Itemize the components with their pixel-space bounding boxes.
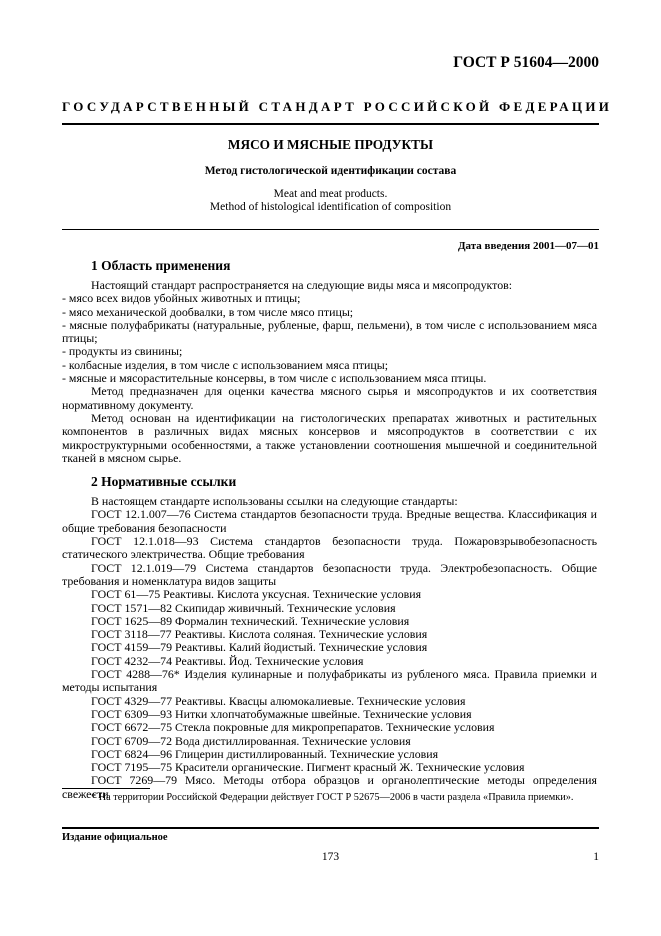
section-2-intro: В настоящем стандарте использованы ссылки на следующие стандарты: bbox=[91, 494, 458, 509]
reference-item: ГОСТ 7269—79 Мясо. Методы отбора образцов и органолептические методы определения свежести bbox=[62, 773, 597, 801]
section-1-list-item: - мясные и мясорастительные консервы, в том числе с использованием мяса птицы. bbox=[62, 371, 487, 386]
reference-item: ГОСТ 6672—75 Стекла покровные для микропрепаратов. Технические условия bbox=[91, 720, 495, 735]
document-subtitle: Метод гистологической идентификации состава bbox=[204, 165, 457, 177]
reference-item: ГОСТ 4232—74 Реактивы. Йод. Технические условия bbox=[91, 653, 364, 668]
section-2-heading: 2 Нормативные ссылки bbox=[91, 474, 237, 490]
reference-item: ГОСТ 12.1.019—79 Система стандартов безопасности труда. Электробезопасность. Общие требования и номенклатура видов защиты bbox=[62, 560, 597, 588]
reference-item: ГОСТ 1571—82 Скипидар живичный. Технические условия bbox=[91, 600, 396, 615]
footnote: * На территории Российской Федерации действует ГОСТ Р 52675—2006 в части раздела «Правила приемки». bbox=[91, 792, 574, 803]
reference-item: ГОСТ 6309—93 Нитки хлопчатобумажные швейные. Технические условия bbox=[91, 706, 472, 721]
section-1-list-item: - мясо всех видов убойных животных и птицы; bbox=[62, 291, 301, 306]
english-title-line-1: Meat and meat products. bbox=[273, 188, 388, 200]
state-standard-heading: ГОСУДАРСТВЕННЫЙ СТАНДАРТ РОССИЙСКОЙ ФЕДЕРАЦИИ bbox=[62, 99, 613, 114]
header-divider bbox=[62, 123, 599, 125]
english-title bbox=[62, 188, 599, 214]
section-1-paragraph: Настоящий стандарт распространяется на следующие виды мяса и мясопродуктов: bbox=[91, 278, 513, 292]
reference-item: ГОСТ 61—75 Реактивы. Кислота уксусная. Технические условия bbox=[91, 587, 422, 602]
document-title: МЯСО И МЯСНЫЕ ПРОДУКТЫ bbox=[227, 137, 434, 152]
english-title-line-2: Method of histological identification of composition bbox=[209, 201, 452, 213]
reference-item: ГОСТ 4288—76* Изделия кулинарные и полуфабрикаты из рубленого мяса. Правила приемки и методы испытания bbox=[62, 667, 597, 695]
official-edition-label: Издание официальное bbox=[62, 832, 168, 843]
section-1-list-item: - мясо механической дообвалки, в том числе мясо птицы; bbox=[62, 304, 354, 319]
footer-divider bbox=[62, 827, 599, 829]
reference-item: ГОСТ 6824—96 Глицерин дистиллированный. Технические условия bbox=[91, 746, 439, 761]
title-divider bbox=[62, 229, 599, 230]
reference-item: ГОСТ 6709—72 Вода дистиллированная. Технические условия bbox=[91, 733, 411, 748]
reference-item: ГОСТ 7195—75 Красители органические. Пигмент красный Ж. Технические условия bbox=[91, 760, 525, 775]
section-1-list-item: - мясные полуфабрикаты (натуральные, рубленые, фарш, пельмени), в том числе с использованием мяса птицы; bbox=[62, 317, 597, 346]
footnote-divider bbox=[62, 788, 150, 789]
section-1-paragraph: Метод основан на идентификации на гистологических препаратах животных и растительных компонентов в различных видах мясных консервов и мясопродуктов в соответствии с их микроструктурными особенностями, а также установлении соотношения мышечной и соединительной тканей в мясном сырье. bbox=[62, 410, 597, 465]
reference-item: ГОСТ 12.1.018—93 Система стандартов безопасности труда. Пожаровзрывобезопасность статического электричества. Общие требования bbox=[62, 534, 597, 562]
section-1-paragraph: Метод предназначен для оценки качества мясного сырья и мясопродуктов и их соответствия нормативному документу. bbox=[62, 384, 597, 412]
section-1-heading: 1 Область применения bbox=[91, 258, 231, 273]
document-id: ГОСТ Р 51604—2000 bbox=[453, 54, 599, 71]
page-number: 173 bbox=[321, 851, 340, 863]
reference-item: ГОСТ 4329—77 Реактивы. Квасцы алюмокалиевые. Технические условия bbox=[91, 693, 466, 708]
section-1-list-item: - колбасные изделия, в том числе с использованием мяса птицы; bbox=[62, 357, 389, 372]
reference-item: ГОСТ 12.1.007—76 Система стандартов безопасности труда. Вредные вещества. Классификация и общие требования безопасности bbox=[62, 507, 597, 535]
sheet-number: 1 bbox=[593, 851, 599, 863]
document-body bbox=[62, 258, 597, 801]
reference-item: ГОСТ 1625—89 Формалин технический. Технические условия bbox=[91, 613, 410, 628]
introduction-date: Дата введения 2001—07—01 bbox=[457, 240, 599, 252]
section-1-list-item: - продукты из свинины; bbox=[62, 344, 183, 359]
reference-item: ГОСТ 4159—79 Реактивы. Калий йодистый. Технические условия bbox=[91, 640, 428, 655]
reference-item: ГОСТ 3118—77 Реактивы. Кислота соляная. Технические условия bbox=[91, 627, 428, 642]
